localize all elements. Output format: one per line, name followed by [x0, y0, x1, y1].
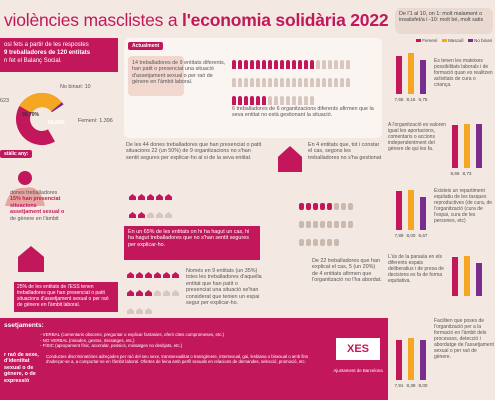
houses-grid-1	[128, 188, 176, 224]
actualment-card: Actualment 14 treballadores de 9 entitats diferents, han patit o presenciat una situació d'assetjament sexual o per raó de gènere en l'àmbit laboral. 6 treballadores de 6 organitzacions diferents afirmen que la seva entitat no està gestionant la situació.	[124, 38, 382, 138]
question-3: Existeix un repartiment equitatiu de les tasques reproductives (de cura, de l'organització (cura de l'espai, cura de les persones, etc) 7,89 8,00 6,67	[394, 188, 493, 238]
figures-row-2	[232, 74, 380, 92]
page-title: violències masclistes a l'economia solidària 2022	[4, 10, 389, 30]
question-5: Faciliten que poses de l'organització per a la formació en l'àmbit dels processos, detecció i abordatge de l'assetjament sexual o per raó de gènere. 7,91 8,39 8,00	[394, 318, 494, 388]
satisfaction-column	[388, 38, 495, 388]
house-icon-right	[278, 146, 302, 172]
figures-row-1	[232, 56, 380, 74]
hands-grid	[298, 198, 358, 252]
mid-pink-box: En un 65% de les entitats on hi ha hagut un cas, hi ha hagut treballadores que no s'han sentit segures per explicar-ho.	[124, 226, 260, 260]
question-4: L'ús de la paraula en els diferents espais deliberatius i de presa de decisions es fa de forma equitativa.	[388, 250, 495, 310]
bottom-band: ssetjaments: - VERBAL (comentaris obscens, preguntar o explicar fantasies, oferir cites compromeses, etc.) - NO VERBAL (mirades, gestos, missatges, etc.) - FÍSIC (apropament físic, acorralar, pessics, missatges no desitjats, etc.) r raó de sexe, d'identitat sexual o de gènere, o de expressió Conductes discriminatòries adreçades per raó del seu sexe, transsexualitat o transgènere, intersexual, gai, lesbiana o bisexual o amb fins d'adreçar-se a, a comportar-se en l'àmbit laboral. Ofertes de feina amb perfil sexuals en relacions de demandes, selecció, promoció, etc. XES Ajuntament de Barcelona	[0, 318, 388, 400]
houses-grid-2	[126, 266, 182, 320]
house-icon	[18, 246, 44, 272]
donut-svg	[14, 92, 70, 146]
xes-logo: XES	[336, 338, 380, 360]
left-block: stàlic any: dones treballadores 15% han presenciat situacions assetjament sexual o de gènere en l'àmbit 25% de les entitats de l'ESS tenen treballadores que han presenciat o patit situacions d'assetjament sexual o per raó de gènere en l'àmbit laboral.	[0, 150, 118, 320]
gender-donut-chart: No binari: 10 623 Femení: 1.396 30,70% 68,80%	[0, 84, 120, 146]
middle-block: De les 44 dones treballadores que han presenciat o patit situacions 22 (un 50%) de 9 organitzacions no s'han sentit segures per explicar-ho al si de la seva entitat. En un 65% de les entitats on hi ha hagut un cas, hi ha hagut treballadores que no s'han sentit segures per explicar-ho. Només en 9 entitats (un 35%) totes les treballadores d'aquella entitat que han patit o presenciat una situació se'han considerat que tenien un espai segur per explicar-ho.	[124, 142, 264, 332]
intro-box: osi fets a partir de les respostes 9 treballadores de 120 entitats n fet el Balanç Social.	[0, 38, 118, 72]
question-2: A l'organització es valoren igual les aportacions, comentaris o accions independentment del gènere de qui les fa. 8,66 8,73	[388, 118, 495, 178]
legend: Femení Masculí No binari	[416, 38, 494, 43]
scale-note: De l'1 al 10, on 1: molt malament o insatisfet/a i -10: molt bé, molt satis	[395, 8, 493, 34]
question-1: Es tenen les mateixes possibilitats laborals i de formació quan es realitzen activitats de cura o criança. 7,65 8,15 6,75	[388, 52, 495, 112]
ajuntament-logo: Ajuntament de Barcelona	[333, 368, 383, 373]
right-block: En 4 entitats que, tot i constar el cas, segons les treballadores no s'ha gestionat De 22 treballadores que han explicat el cas, 5 (un 20%) de 4 entitats afirmen que l'organització no l'ha abordat.	[268, 142, 383, 332]
left-footer-box: 25% de les entitats de l'ESS tenen treballadores que han presenciat o patit situacions d'assetjament sexual o per raó de gènere en l'àmbit laboral.	[14, 282, 118, 312]
